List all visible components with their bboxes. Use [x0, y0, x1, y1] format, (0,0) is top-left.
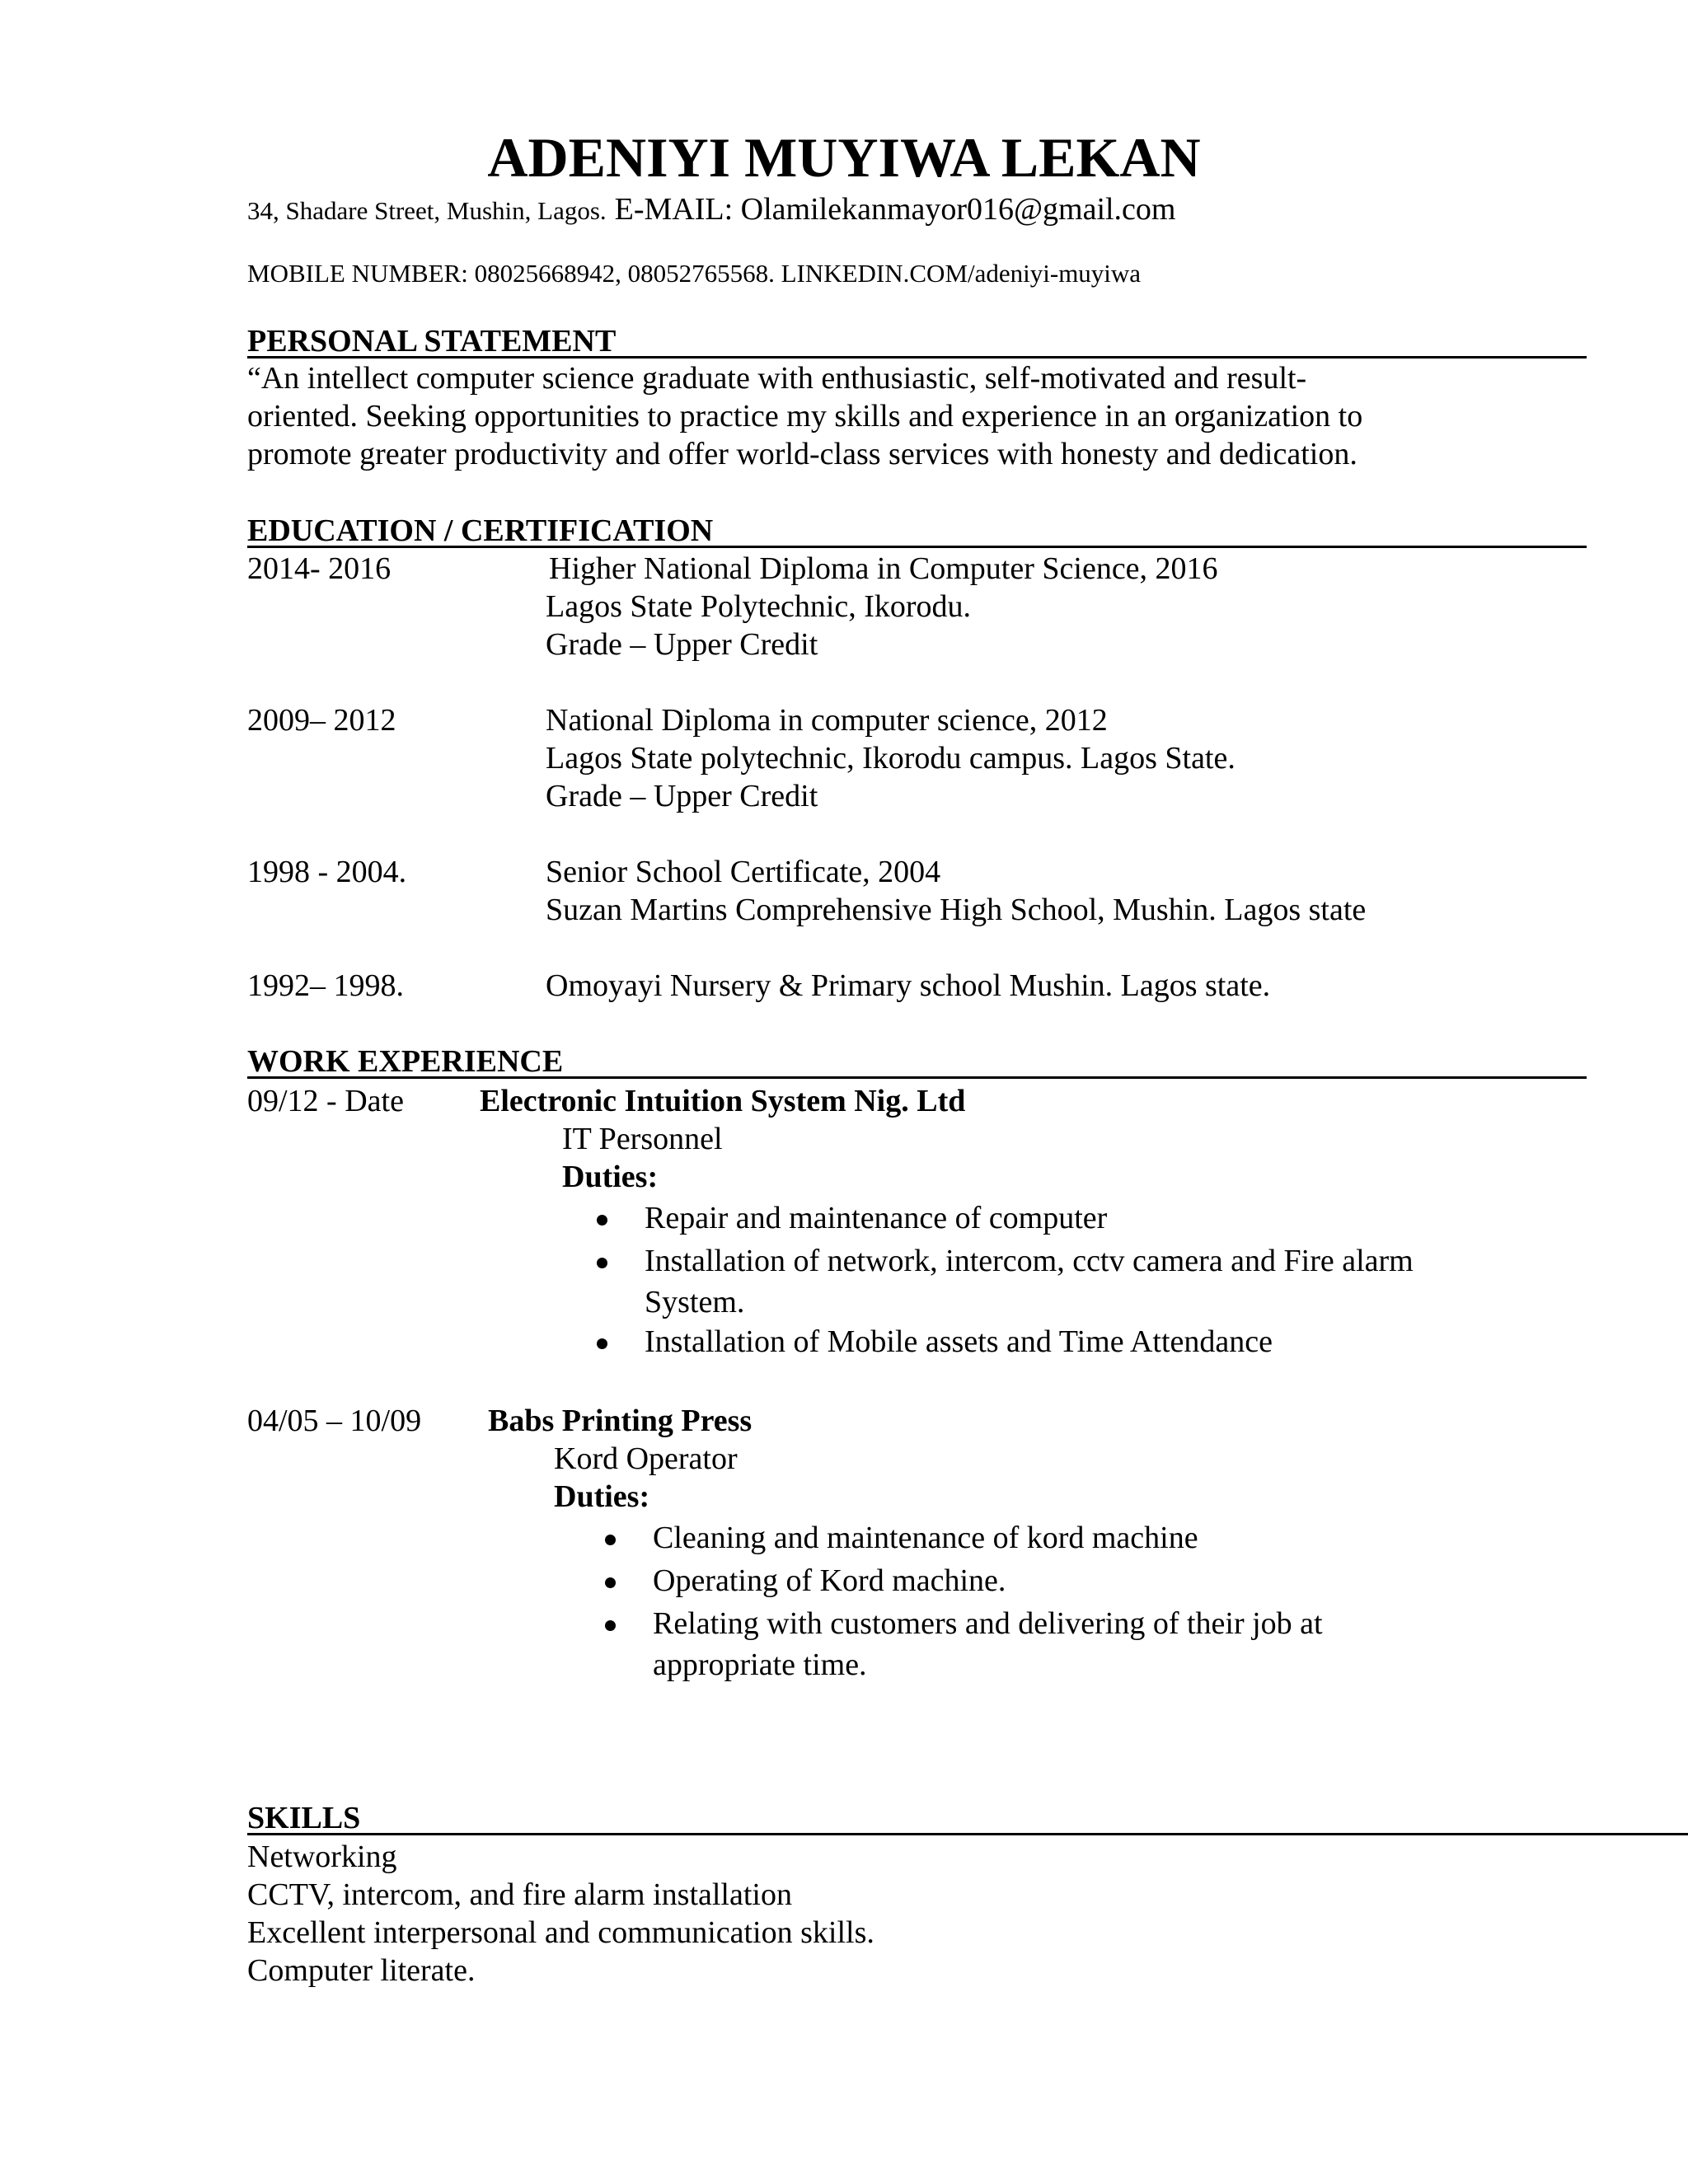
education-line: Grade – Upper Credit — [546, 627, 818, 662]
skill-item: Excellent interpersonal and communication skills. — [247, 1915, 874, 1950]
section-title-skills: SKILLS — [247, 1801, 361, 1835]
job-company: Electronic Intuition System Nig. Ltd — [480, 1084, 966, 1118]
education-line: National Diploma in computer science, 2012 — [546, 703, 1108, 738]
address-text: 34, Shadare Street, Mushin, Lagos. — [247, 196, 607, 225]
skills-list — [247, 1838, 1582, 1990]
email-text: E-MAIL: Olamilekanmayor016@gmail.com — [614, 192, 1176, 227]
statement-line: oriented. Seeking opportunities to practice my skills and experience in an organization to — [247, 399, 1363, 434]
duty-item: Installation of network, intercom, cctv camera and Fire alarm — [645, 1244, 1414, 1278]
education-line: Lagos State Polytechnic, Ikorodu. — [546, 589, 972, 624]
duty-item-continuation: System. — [645, 1285, 745, 1319]
duty-item: Cleaning and maintenance of kord machine — [653, 1521, 1198, 1555]
job-role: IT Personnel — [562, 1122, 723, 1156]
job-company: Babs Printing Press — [488, 1404, 753, 1438]
bullet-icon — [597, 1258, 607, 1268]
education-line: Higher National Diploma in Computer Science, 2016 — [549, 551, 1218, 586]
section-title-personal-statement: PERSONAL STATEMENT — [247, 324, 617, 359]
duties-label: Duties: — [562, 1160, 659, 1194]
duty-item: Repair and maintenance of computer — [645, 1201, 1108, 1235]
education-line: Senior School Certificate, 2004 — [546, 855, 941, 889]
candidate-name: ADENIYI MUYIWA LEKAN — [487, 126, 1201, 189]
education-dates: 2014- 2016 — [247, 551, 392, 586]
section-divider — [247, 546, 1587, 548]
education-dates: 1998 - 2004. — [247, 855, 407, 889]
bullet-icon — [605, 1620, 616, 1631]
education-dates: 1992– 1998. — [247, 968, 404, 1003]
education-line: Suzan Martins Comprehensive High School, Mushin. Lagos state — [546, 893, 1367, 927]
education-dates: 2009– 2012 — [247, 703, 396, 738]
section-divider — [247, 356, 1587, 359]
bullet-icon — [597, 1215, 607, 1226]
education-line: Grade – Upper Credit — [546, 779, 818, 813]
personal-statement-text — [247, 359, 1582, 473]
bullet-icon — [597, 1338, 607, 1349]
section-title-work-experience: WORK EXPERIENCE — [247, 1044, 564, 1079]
duty-item: Operating of Kord machine. — [653, 1563, 1006, 1598]
education-line: Omoyayi Nursery & Primary school Mushin. Lagos state. — [546, 968, 1271, 1003]
skill-item: Computer literate. — [247, 1953, 476, 1988]
statement-line: promote greater productivity and offer world-class services with honesty and dedication. — [247, 437, 1357, 471]
statement-line: “An intellect computer science graduate with enthusiastic, self-motivated and result- — [247, 361, 1307, 396]
skill-item: CCTV, intercom, and fire alarm installation — [247, 1877, 792, 1912]
job-dates: 04/05 – 10/09 — [247, 1404, 422, 1438]
contact-line — [247, 191, 1175, 227]
bullet-icon — [605, 1535, 616, 1545]
job-dates: 09/12 - Date — [247, 1084, 404, 1118]
duty-item-continuation: appropriate time. — [653, 1647, 867, 1682]
section-divider — [247, 1076, 1587, 1079]
bullet-icon — [605, 1577, 616, 1588]
duty-item: Relating with customers and delivering of their job at — [653, 1606, 1323, 1641]
skill-item: Networking — [247, 1840, 397, 1874]
education-line: Lagos State polytechnic, Ikorodu campus. Lagos State. — [546, 741, 1236, 776]
mobile-linkedin-text: MOBILE NUMBER: 08025668942, 08052765568. LINKEDIN.COM/adeniyi-muyiwa — [247, 259, 1142, 288]
job-role: Kord Operator — [554, 1441, 738, 1476]
section-title-education: EDUCATION / CERTIFICATION — [247, 513, 714, 548]
duty-item: Installation of Mobile assets and Time Attendance — [645, 1324, 1273, 1359]
section-divider — [247, 1833, 1688, 1835]
duties-label: Duties: — [554, 1479, 650, 1514]
